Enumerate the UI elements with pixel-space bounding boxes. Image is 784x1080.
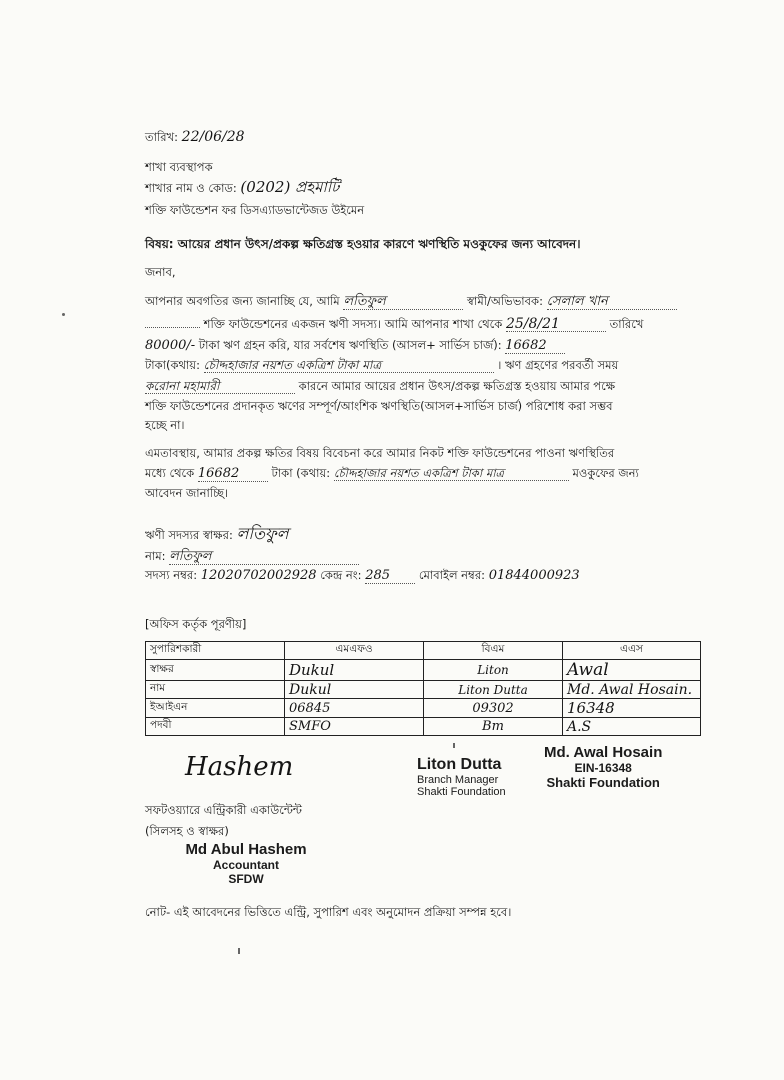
body-text: আপনার অবগতির জন্য জানাচ্ছি যে, আমি bbox=[145, 294, 340, 308]
date-label: তারিখ: bbox=[145, 130, 179, 144]
body-text: । ঋণ গ্রহণের পরবর্তী সময় bbox=[497, 358, 619, 372]
header-cell: এমএফও bbox=[285, 642, 424, 660]
member-signature: লতিফুল bbox=[236, 524, 289, 543]
bm-org: Shakti Foundation bbox=[417, 786, 506, 798]
cell-value: Dukul bbox=[285, 660, 424, 681]
cell-value: A.S bbox=[563, 718, 701, 736]
cell-value: Awal bbox=[563, 660, 701, 681]
as-org: Shakti Foundation bbox=[546, 775, 660, 790]
loan-date-handwritten: 25/8/21 bbox=[506, 317, 606, 332]
header-cell: এএস bbox=[563, 642, 701, 660]
recipient-line: শাখা ব্যবস্থাপক bbox=[145, 160, 213, 174]
office-section-title: [অফিস কর্তৃক পূরণীয়] bbox=[145, 617, 247, 631]
as-name: Md. Awal Hosain bbox=[544, 744, 663, 761]
table-row bbox=[146, 681, 701, 699]
row-label: নাম bbox=[146, 681, 285, 699]
body1-line3 bbox=[145, 338, 565, 354]
body-text: মধ্যে থেকে bbox=[145, 466, 195, 480]
body1-line6: শক্তি ফাউন্ডেশনের প্রদানকৃত ঋণের সম্পূর্ণ/আংশিক ঋণস্থিতি(আসল+সার্ভিস চার্জ) পরিশোধ করা সম্ভব bbox=[145, 399, 613, 413]
as-ein: EIN-16348 bbox=[574, 761, 632, 775]
cell-value: 16348 bbox=[563, 699, 701, 718]
approval-table bbox=[145, 641, 701, 736]
cell-value: SMFO bbox=[285, 718, 424, 736]
header-cell: সুপারিশকারী bbox=[146, 642, 285, 660]
balance-handwritten: 16682 bbox=[505, 339, 565, 354]
cell-value: Liton Dutta bbox=[424, 681, 563, 699]
body2-line2 bbox=[145, 466, 639, 482]
cell-value: Liton bbox=[424, 660, 563, 681]
guardian-handwritten: সেলাল খান bbox=[547, 295, 677, 310]
center-value: 285 bbox=[365, 569, 415, 584]
member-id-label: সদস্য নম্বর: bbox=[145, 568, 198, 582]
body-text: কারনে আমার আয়ের প্রধান উৎস/প্রকল্প ক্ষতিগ্রস্ত হওয়ায় আমার পক্ষে bbox=[298, 379, 616, 393]
mobile-value: 01844000923 bbox=[488, 568, 580, 583]
org-line: শক্তি ফাউন্ডেশন ফর ডিসএ্যাডভান্টেজড উইমেন bbox=[145, 203, 365, 217]
member-name-handwritten: লতিফুল bbox=[343, 295, 463, 310]
branch-value: (0202) প্রহমাটি bbox=[240, 178, 340, 196]
body1-line5 bbox=[145, 379, 615, 394]
date-value: 22/06/28 bbox=[181, 129, 245, 145]
body1-line2 bbox=[145, 317, 643, 332]
bm-name: Liton Dutta bbox=[417, 756, 502, 773]
row-label: স্বাক্ষর bbox=[146, 660, 285, 681]
date-line bbox=[145, 130, 245, 144]
member-id-value: 12020702002928 bbox=[200, 568, 317, 583]
accountant-name: Md Abul Hashem bbox=[185, 841, 307, 858]
cell-value: Bm bbox=[424, 718, 563, 736]
name-label: নাম: bbox=[145, 549, 166, 563]
accountant-org: SFDW bbox=[228, 872, 264, 886]
waiver-amount-handwritten: 16682 bbox=[198, 467, 268, 482]
assistant-stamp bbox=[544, 744, 662, 790]
body-text: টাকা ঋণ গ্রহন করি, যার সর্বশেষ ঋণস্থিতি (আসল+ সার্ভিস চার্জ): bbox=[198, 338, 502, 352]
scan-speck bbox=[238, 948, 240, 954]
member-id-line bbox=[145, 568, 580, 584]
body-text: টাকা(কথায়: bbox=[145, 358, 200, 372]
loan-amount-handwritten: 80000/- bbox=[145, 338, 196, 353]
reason-handwritten: করোনা মহামারী bbox=[145, 379, 295, 394]
branch-manager-stamp bbox=[417, 756, 506, 798]
footer-note: নোট- এই আবেদনের ভিত্তিতে এন্ট্রি, সুপারিশ এবং অনুমোদন প্রক্রিয়া সম্পন্ন হবে। bbox=[145, 905, 512, 919]
scan-speck bbox=[62, 313, 65, 316]
body1-line7: হচ্ছে না। bbox=[145, 418, 185, 432]
table-row bbox=[146, 699, 701, 718]
body-text: শক্তি ফাউন্ডেশনের একজন ঋণী সদস্য। আমি আপনার শাখা থেকে bbox=[203, 317, 503, 331]
center-label: কেন্দ্র নং: bbox=[320, 568, 362, 582]
accountant-title: Accountant bbox=[213, 858, 279, 872]
member-name-line bbox=[145, 549, 359, 565]
signature-label: ঋণী সদস্যর স্বাক্ষর: bbox=[145, 528, 233, 542]
body-text: তারিখে bbox=[609, 317, 644, 331]
branch-label: শাখার নাম ও কোড: bbox=[145, 181, 237, 195]
body2-line1: এমতাবস্থায়, আমার প্রকল্প ক্ষতির বিষয় বিবেচনা করে আমার নিকট শক্তি ফাউন্ডেশনের পাওনা ঋণস্থিতির bbox=[145, 446, 615, 460]
mobile-label: মোবাইল নম্বর: bbox=[418, 568, 486, 582]
header-cell: বিএম bbox=[424, 642, 563, 660]
table-header-row bbox=[146, 642, 701, 660]
table-row bbox=[146, 718, 701, 736]
accountant-line1: সফটওয়্যারে এন্ট্রিকারী একাউন্টেন্ট bbox=[145, 803, 302, 817]
row-label: ইআইএন bbox=[146, 699, 285, 718]
member-name-value: লতিফুল bbox=[169, 550, 359, 565]
cell-value: 09302 bbox=[424, 699, 563, 718]
body2-line3: আবেদন জানাচ্ছি। bbox=[145, 486, 229, 500]
salutation: জনাব, bbox=[145, 265, 176, 279]
body-text: মওকুফের জন্য bbox=[572, 466, 639, 480]
accountant-line2: (সিলসহ ও স্বাক্ষর) bbox=[145, 824, 229, 838]
cell-value: Md. Awal Hosain. bbox=[563, 681, 701, 699]
scan-speck bbox=[453, 743, 455, 748]
row-label: পদবী bbox=[146, 718, 285, 736]
body-text: টাকা (কথায়: bbox=[271, 466, 331, 480]
cell-value: 06845 bbox=[285, 699, 424, 718]
bm-title: Branch Manager bbox=[417, 774, 499, 786]
table-row bbox=[146, 660, 701, 681]
branch-line bbox=[145, 180, 339, 195]
subject-line: বিষয়: আয়ের প্রধান উৎস/প্রকল্প ক্ষতিগ্রস্ত হওয়ার কারণে ঋণস্থিতি মওকুফের জন্য আবেদন। bbox=[145, 237, 581, 251]
waiver-words-handwritten: চৌদ্দহাজার নয়শত একত্রিশ টাকা মাত্র bbox=[334, 466, 569, 481]
member-signature-line bbox=[145, 524, 289, 543]
accountant-signature: Hashem bbox=[185, 752, 294, 782]
body1-line1 bbox=[145, 294, 677, 310]
blank-field bbox=[145, 327, 200, 328]
cell-value: Dukul bbox=[285, 681, 424, 699]
balance-words-handwritten: চৌদ্দহাজার নয়শত একত্রিশ টাকা মাত্র bbox=[204, 358, 494, 373]
body-text: স্বামী/অভিভাবক: bbox=[467, 294, 543, 308]
body1-line4 bbox=[145, 358, 618, 373]
accountant-stamp bbox=[176, 841, 316, 886]
